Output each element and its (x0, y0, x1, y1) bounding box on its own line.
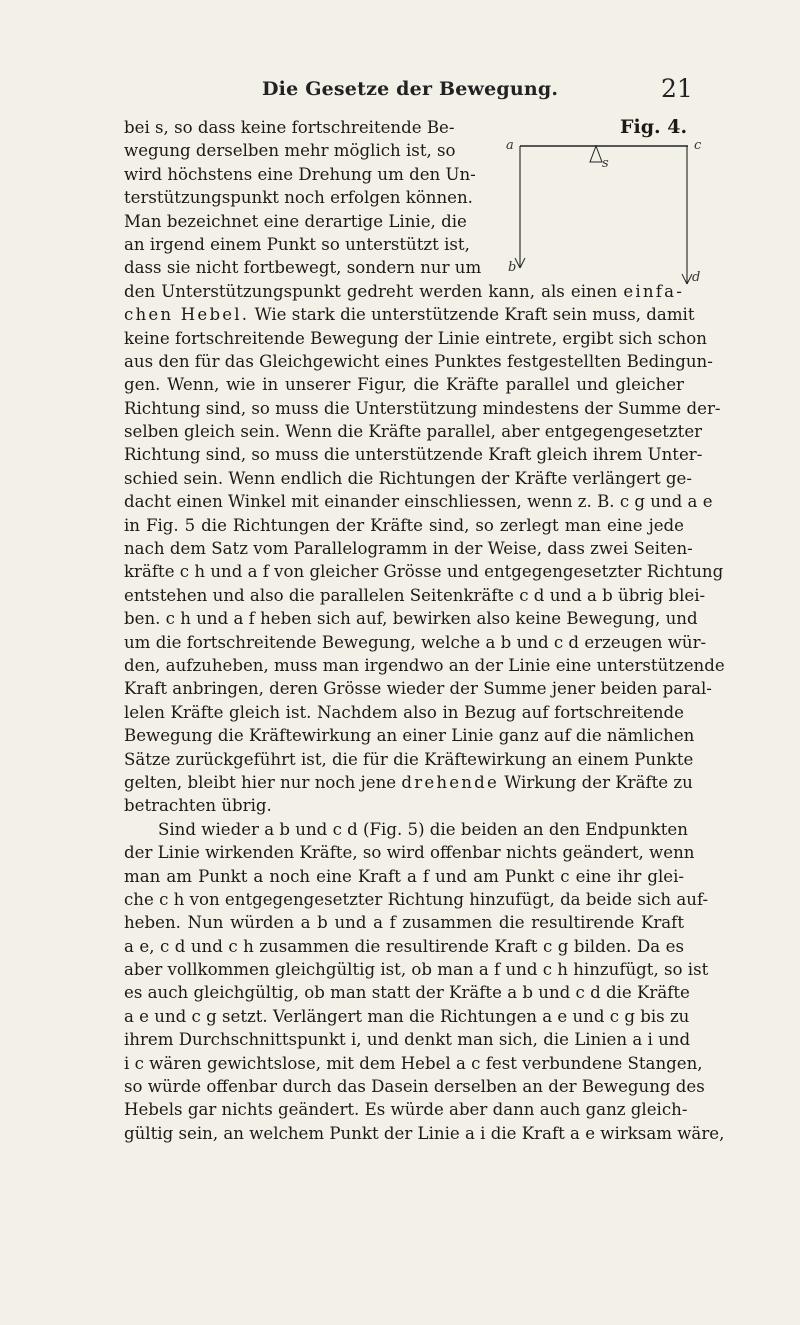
text-line: chen Hebel. Wie stark die unterstützende Kraft sein muss, damit (124, 305, 695, 325)
body-text (124, 116, 725, 1145)
text-line: ihrem Durchschnittspunkt i, und denkt man sich, die Linien a i und (124, 1030, 691, 1050)
text-line: che c h von entgegengesetzter Richtung hinzufügt, da beide sich auf- (124, 889, 709, 909)
text-line: betrachten übrig. (124, 796, 272, 816)
label-a: a (506, 138, 514, 153)
text-line: aus den für das Gleichgewicht eines Punktes festgestellten Bedingun- (124, 351, 713, 371)
text-line: Sind wieder a b und c d (Fig. 5) die beiden an den Endpunkten (158, 819, 688, 839)
text-line: a e und c g setzt. Verlängert man die Richtungen a e und c g bis zu (124, 1006, 690, 1026)
text-line: a e, c d und c h zusammen die resultirende Kraft c g bilden. Da es (124, 936, 684, 956)
text-line: den Unterstützungspunkt gedreht werden kann, als einen einfa- (124, 281, 684, 301)
text-line: es auch gleichgültig, ob man statt der Kräfte a b und c d die Kräfte (124, 983, 690, 1003)
text-line: dass sie nicht fortbewegt, sondern nur um (124, 258, 482, 278)
text-line: selben gleich sein. Wenn die Kräfte parallel, aber entgegengesetzter (124, 422, 703, 442)
label-b: b (508, 260, 517, 275)
text-line: aber vollkommen gleichgültig ist, ob man a f und c h hinzufügt, so ist (124, 960, 709, 980)
text-line: kräfte c h und a f von gleicher Grösse und entgegengesetzter Richtung (124, 562, 724, 582)
text-line: wird höchstens eine Drehung um den Un- (124, 164, 476, 184)
text-line: Sätze zurückgeführt ist, die für die Kräftewirkung an einem Punkte (124, 749, 694, 769)
text-line: nach dem Satz vom Parallelogramm in der Weise, dass zwei Seiten- (124, 539, 693, 559)
text-line: gültig sein, an welchem Punkt der Linie a i die Kraft a e wirksam wäre, (124, 1123, 725, 1143)
text-line: gen. Wenn, wie in unserer Figur, die Kräfte parallel und gleicher (124, 375, 684, 395)
text-line: schied sein. Wenn endlich die Richtungen der Kräfte verlängert ge- (124, 468, 692, 488)
text-line: man am Punkt a noch eine Kraft a f und am Punkt c eine ihr glei- (124, 866, 684, 886)
text-line: um die fortschreitende Bewegung, welche a b und c d erzeugen wür- (124, 632, 707, 652)
text-line: keine fortschreitende Bewegung der Linie eintrete, ergibt sich schon (124, 328, 707, 348)
paragraph-1-opening (124, 116, 684, 280)
text-line: Man bezeichnet eine derartige Linie, die (124, 211, 467, 231)
text-line: der Linie wirkenden Kräfte, so wird offenbar nichts geändert, wenn (124, 843, 695, 863)
text-line: den, aufzuheben, muss man irgendwo an der Linie eine unterstützende (124, 655, 725, 675)
text-line: Bewegung die Kräftewirkung an einer Linie ganz auf die nämlichen (124, 726, 695, 746)
label-d: d (692, 270, 701, 285)
text-line: so würde offenbar durch das Dasein derselben an der Bewegung des (124, 1077, 705, 1097)
label-s: s (602, 156, 609, 171)
text-line: heben. Nun würden a b und a f zusammen die resultirende Kraft (124, 913, 684, 933)
page-number: 21 (661, 74, 693, 103)
text-line: gelten, bleibt hier nur noch jene drehende Wirkung der Kräfte zu (124, 772, 693, 792)
text-line: dacht einen Winkel mit einander einschliessen, wenn z. B. c g und a e (124, 492, 713, 512)
running-head (0, 74, 800, 108)
text-line: Hebels gar nichts geändert. Es würde aber dann auch ganz gleich- (124, 1100, 688, 1120)
text-line: i c wären gewichtslose, mit dem Hebel a c fest verbundene Stangen, (124, 1053, 703, 1073)
text-line: wegung derselben mehr möglich ist, so (124, 141, 456, 161)
running-title: Die Gesetze der Bewegung. (262, 78, 559, 100)
text-line: Richtung sind, so muss die unterstützende Kraft gleich ihrem Unter- (124, 445, 703, 465)
text-line: Richtung sind, so muss die Unterstützung mindestens der Summe der- (124, 398, 721, 418)
paragraph-2 (124, 818, 709, 1122)
text-line: in Fig. 5 die Richtungen der Kräfte sind, so zerlegt man eine jede (124, 515, 684, 535)
text-line: Kraft anbringen, deren Grösse wieder der Summe jener beiden paral- (124, 679, 712, 699)
text-line: lelen Kräfte gleich ist. Nachdem also in Bezug auf fortschreitende (124, 702, 684, 722)
text-line: entstehen und also die parallelen Seitenkräfte c d und a b übrig blei- (124, 585, 706, 605)
text-line: bei s, so dass keine fortschreitende Be- (124, 118, 455, 137)
figure-caption: Fig. 4. (620, 116, 688, 138)
text-line: ben. c h und a f heben sich auf, bewirken also keine Bewegung, und (124, 609, 698, 629)
text-line: terstützungspunkt noch erfolgen können. (124, 188, 473, 208)
text-line: an irgend einem Punkt so unterstützt ist, (124, 234, 470, 254)
paragraph-1 (124, 327, 725, 771)
label-c: c (694, 138, 702, 153)
